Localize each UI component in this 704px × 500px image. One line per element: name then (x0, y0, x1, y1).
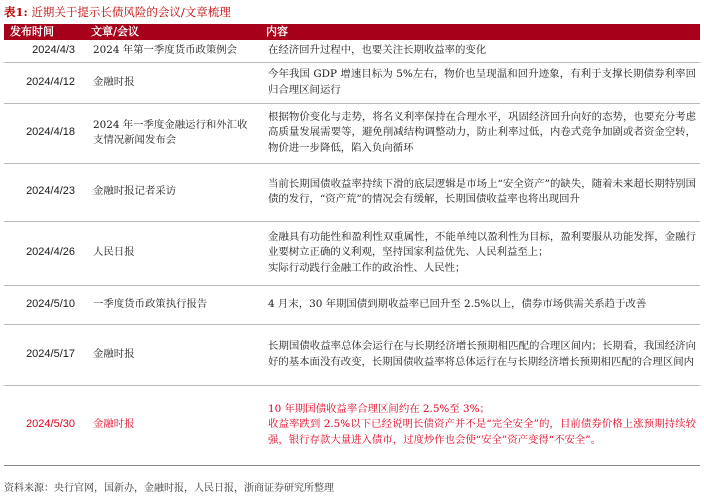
row-date: 2024/4/12 (4, 62, 85, 103)
header-date: 发布时间 (4, 24, 85, 40)
row-content (260, 285, 700, 324)
row-title: 一季度货币政策执行报告 (85, 285, 260, 324)
content-line: 当前长期国债收益率持续下滑的底层逻辑是市场上“安全资产”的缺失，随着未来超长期特别国债的发行，“资产荒”的情况会有缓解，长期国债收益率也将出现回升 (268, 177, 696, 205)
row-title: 金融时报 (85, 385, 260, 465)
content-line: 长期国债收益率总体会运行在与长期经济增长预期相匹配的合理区间内；长期看，我国经济向好的基本面没有改变，长期国债收益率将总体运行在与长期经济增长预期相匹配的合理区间内 (268, 340, 696, 368)
table-caption (4, 3, 231, 21)
row-date: 2024/4/3 (4, 40, 85, 62)
row-title: 人民日报 (85, 221, 260, 285)
row-date: 2024/5/17 (4, 324, 85, 385)
row-date: 2024/4/23 (4, 163, 85, 221)
table-row-highlighted (4, 385, 700, 465)
table-header-row (4, 24, 700, 40)
row-date: 2024/5/10 (4, 285, 85, 324)
content-line: 实际行动践行金融工作的政治性、人民性； (268, 261, 466, 274)
row-title: 金融时报 (85, 324, 260, 385)
table-row (4, 324, 700, 385)
row-date: 2024/4/26 (4, 221, 85, 285)
policy-table (4, 24, 700, 466)
source-note: 资料来源：央行官网，国新办，金融时报，人民日报，浙商证券研究所整理 (4, 483, 334, 494)
content-line: 4 月末，30 年期国债到期收益率已回升至 2.5%以上，债券市场供需关系趋于改善 (268, 297, 647, 310)
row-title: 2024 年第一季度货币政策例会 (85, 40, 260, 62)
table-row (4, 285, 700, 324)
caption-label: 表1: (4, 5, 28, 19)
table-row (4, 163, 700, 221)
content-line: 10 年期国债收益率合理区间约在 2.5%至 3%； (268, 402, 490, 415)
row-content (260, 163, 700, 221)
row-title: 2024 年一季度金融运行和外汇收支情况新闻发布会 (85, 103, 260, 163)
table-row (4, 221, 700, 285)
content-line: 收益率跌到 2.5%以下已经说明长债资产并不是“完全安全”的，目前债券价格上涨预期持续较强，银行存款大量进入债市，过度炒作也会使“安全”资产变得“不安全”。 (268, 418, 696, 446)
content-line: 根据物价变化与走势，将名义利率保持在合理水平，巩固经济回升向好的态势，也要充分考虑高质量发展需要等，避免削减结构调整动力，防止利率过低，内卷式竞争加剧或者资金空转，物价进一步降低，陷入负向循环 (268, 110, 696, 154)
row-content (260, 62, 700, 103)
row-content (260, 221, 700, 285)
row-title: 金融时报记者采访 (85, 163, 260, 221)
table-row (4, 103, 700, 163)
content-line: 今年我国 GDP 增速目标为 5%左右，物价也呈现温和回升迹象，有利于支撑长期债券利率回归合理区间运行 (268, 68, 696, 96)
header-title: 文章/会议 (85, 24, 260, 40)
caption-title: 近期关于提示长债风险的会议/文章梳理 (31, 5, 231, 19)
row-content (260, 103, 700, 163)
table-row (4, 62, 700, 103)
content-line: 金融具有功能性和盈利性双重属性，不能单纯以盈利性为目标，盈利要服从功能发挥，金融行业要树立正确的义利观，坚持国家利益优先、人民利益至上； (268, 230, 696, 259)
row-content (260, 324, 700, 385)
row-date: 2024/4/18 (4, 103, 85, 163)
row-date: 2024/5/30 (4, 385, 85, 465)
row-content (260, 385, 700, 465)
table-row (4, 40, 700, 62)
row-content (260, 40, 700, 62)
header-content: 内容 (260, 24, 700, 40)
row-title: 金融时报 (85, 62, 260, 103)
content-line: 在经济回升过程中，也要关注长期收益率的变化 (268, 44, 487, 57)
